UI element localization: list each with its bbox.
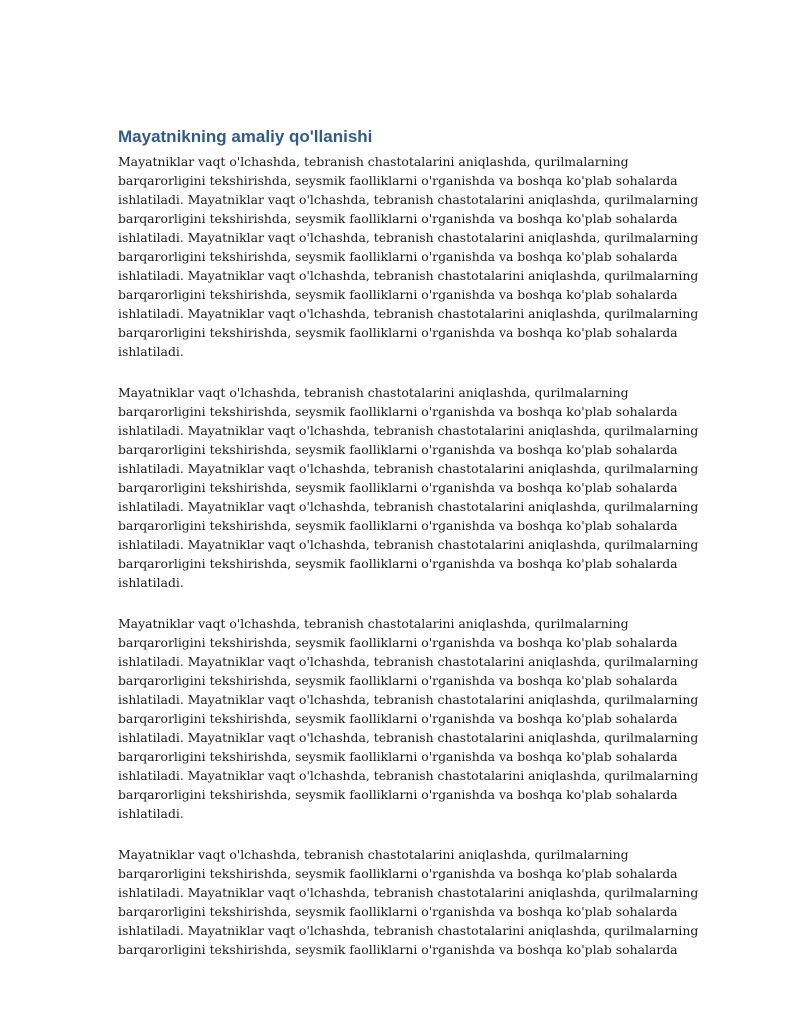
- paragraph-line: barqarorligini tekshirishda, seysmik faolliklarni o'rganishda va boshqa ko'plab sohalarda: [118, 904, 678, 919]
- paragraph-line: barqarorligini tekshirishda, seysmik faolliklarni o'rganishda va boshqa ko'plab sohalarda: [118, 249, 678, 264]
- paragraph-line: ishlatiladi. Mayatniklar vaqt o'lchashda, tebranish chastotalarini aniqlashda, qurilmalarning: [118, 306, 699, 321]
- paragraph-line: ishlatiladi. Mayatniklar vaqt o'lchashda, tebranish chastotalarini aniqlashda, qurilmalarning: [118, 537, 699, 552]
- paragraph-line: ishlatiladi. Mayatniklar vaqt o'lchashda, tebranish chastotalarini aniqlashda, qurilmalarning: [118, 885, 699, 900]
- paragraph-line: barqarorligini tekshirishda, seysmik faolliklarni o'rganishda va boshqa ko'plab sohalarda: [118, 673, 678, 688]
- paragraph-line: barqarorligini tekshirishda, seysmik faolliklarni o'rganishda va boshqa ko'plab sohalarda: [118, 442, 678, 457]
- paragraph-line: Mayatniklar vaqt o'lchashda, tebranish chastotalarini aniqlashda, qurilmalarning: [118, 385, 629, 400]
- paragraph-line: ishlatiladi.: [118, 575, 184, 590]
- paragraph-line: barqarorligini tekshirishda, seysmik faolliklarni o'rganishda va boshqa ko'plab sohalarda: [118, 287, 678, 302]
- paragraph-line: ishlatiladi. Mayatniklar vaqt o'lchashda, tebranish chastotalarini aniqlashda, qurilmalarning: [118, 654, 699, 669]
- paragraph-line: ishlatiladi. Mayatniklar vaqt o'lchashda, tebranish chastotalarini aniqlashda, qurilmalarning: [118, 730, 699, 745]
- paragraph-line: barqarorligini tekshirishda, seysmik faolliklarni o'rganishda va boshqa ko'plab sohalarda: [118, 480, 678, 495]
- paragraph-line: ishlatiladi. Mayatniklar vaqt o'lchashda, tebranish chastotalarini aniqlashda, qurilmalarning: [118, 499, 699, 514]
- section-heading: Mayatnikning amaliy qo'llanishi: [118, 127, 373, 146]
- body-paragraph: [118, 845, 699, 959]
- paragraph-line: ishlatiladi.: [118, 806, 184, 821]
- paragraph-line: barqarorligini tekshirishda, seysmik faolliklarni o'rganishda va boshqa ko'plab sohalarda: [118, 866, 678, 881]
- document-page: [118, 126, 699, 981]
- paragraph-line: Mayatniklar vaqt o'lchashda, tebranish chastotalarini aniqlashda, qurilmalarning: [118, 616, 629, 631]
- paragraph-container: [118, 152, 699, 959]
- paragraph-line: Mayatniklar vaqt o'lchashda, tebranish chastotalarini aniqlashda, qurilmalarning: [118, 847, 629, 862]
- paragraph-line: ishlatiladi. Mayatniklar vaqt o'lchashda, tebranish chastotalarini aniqlashda, qurilmalarning: [118, 268, 699, 283]
- paragraph-line: barqarorligini tekshirishda, seysmik faolliklarni o'rganishda va boshqa ko'plab sohalarda: [118, 518, 678, 533]
- paragraph-line: barqarorligini tekshirishda, seysmik faolliklarni o'rganishda va boshqa ko'plab sohalarda: [118, 635, 678, 650]
- paragraph-line: barqarorligini tekshirishda, seysmik faolliklarni o'rganishda va boshqa ko'plab sohalarda: [118, 325, 678, 340]
- paragraph-line: barqarorligini tekshirishda, seysmik faolliklarni o'rganishda va boshqa ko'plab sohalarda: [118, 556, 678, 571]
- paragraph-line: ishlatiladi. Mayatniklar vaqt o'lchashda, tebranish chastotalarini aniqlashda, qurilmalarning: [118, 192, 699, 207]
- paragraph-line: barqarorligini tekshirishda, seysmik faolliklarni o'rganishda va boshqa ko'plab sohalarda: [118, 787, 678, 802]
- body-paragraph: [118, 614, 699, 823]
- body-paragraph: [118, 152, 699, 361]
- paragraph-line: ishlatiladi. Mayatniklar vaqt o'lchashda, tebranish chastotalarini aniqlashda, qurilmalarning: [118, 230, 699, 245]
- body-paragraph: [118, 383, 699, 592]
- paragraph-line: barqarorligini tekshirishda, seysmik faolliklarni o'rganishda va boshqa ko'plab sohalarda: [118, 749, 678, 764]
- paragraph-line: ishlatiladi. Mayatniklar vaqt o'lchashda, tebranish chastotalarini aniqlashda, qurilmalarning: [118, 768, 699, 783]
- paragraph-line: Mayatniklar vaqt o'lchashda, tebranish chastotalarini aniqlashda, qurilmalarning: [118, 154, 629, 169]
- paragraph-line: barqarorligini tekshirishda, seysmik faolliklarni o'rganishda va boshqa ko'plab sohalarda: [118, 404, 678, 419]
- paragraph-line: barqarorligini tekshirishda, seysmik faolliklarni o'rganishda va boshqa ko'plab sohalarda: [118, 942, 678, 957]
- paragraph-line: ishlatiladi. Mayatniklar vaqt o'lchashda, tebranish chastotalarini aniqlashda, qurilmalarning: [118, 692, 699, 707]
- paragraph-line: barqarorligini tekshirishda, seysmik faolliklarni o'rganishda va boshqa ko'plab sohalarda: [118, 711, 678, 726]
- paragraph-line: barqarorligini tekshirishda, seysmik faolliklarni o'rganishda va boshqa ko'plab sohalarda: [118, 173, 678, 188]
- paragraph-line: ishlatiladi. Mayatniklar vaqt o'lchashda, tebranish chastotalarini aniqlashda, qurilmalarning: [118, 923, 699, 938]
- paragraph-line: ishlatiladi. Mayatniklar vaqt o'lchashda, tebranish chastotalarini aniqlashda, qurilmalarning: [118, 461, 699, 476]
- paragraph-line: ishlatiladi. Mayatniklar vaqt o'lchashda, tebranish chastotalarini aniqlashda, qurilmalarning: [118, 423, 699, 438]
- paragraph-line: barqarorligini tekshirishda, seysmik faolliklarni o'rganishda va boshqa ko'plab sohalarda: [118, 211, 678, 226]
- paragraph-line: ishlatiladi.: [118, 344, 184, 359]
